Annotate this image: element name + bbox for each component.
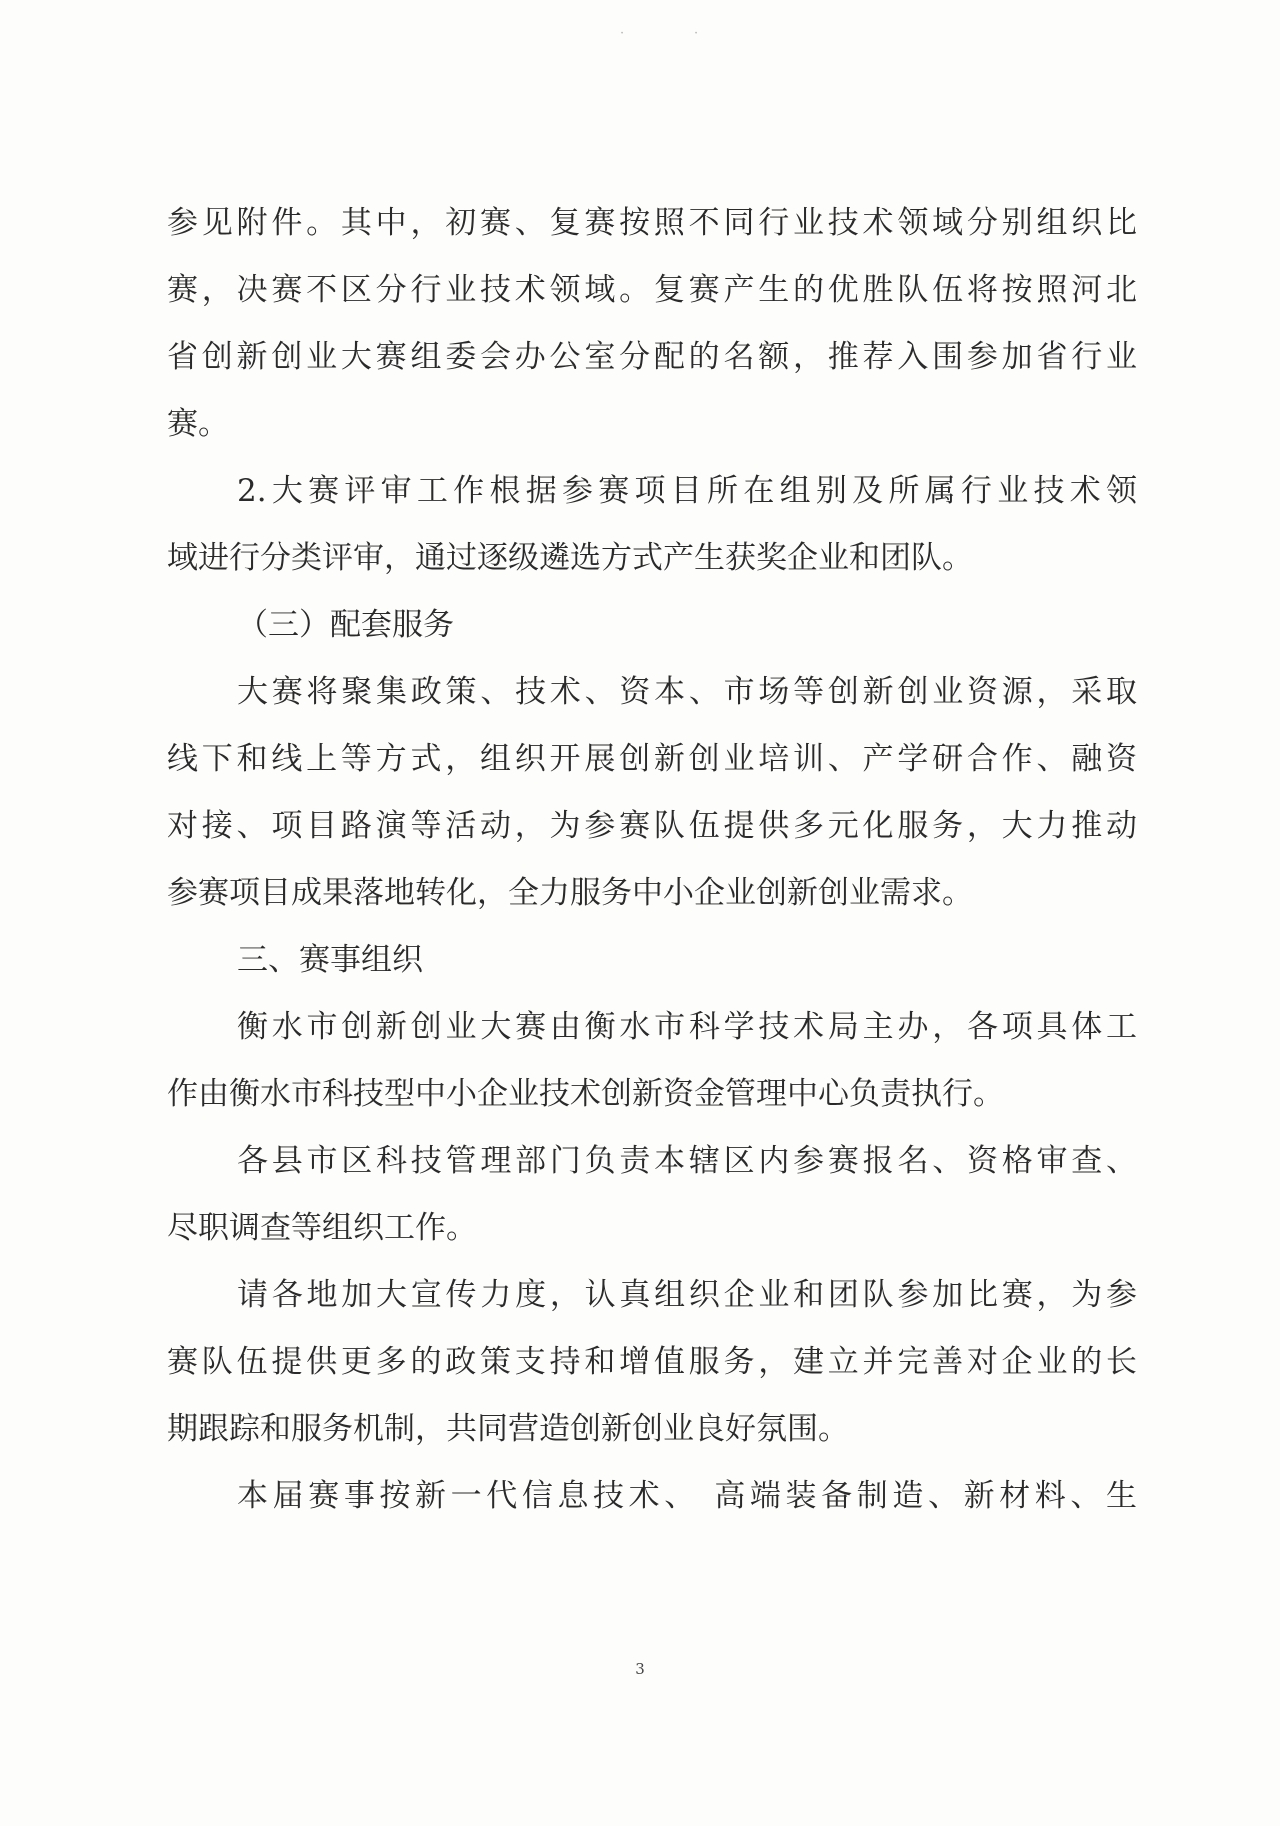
text-line: 线下和线上等方式，组织开展创新创业培训、产学研合作、融资 [167, 741, 1137, 777]
text-line: 作由衡水市科技型中小企业技术创新资金管理中心负责执行。 [167, 1076, 1004, 1112]
scan-artifact-icon: · [694, 26, 699, 41]
text-line: 尽职调查等组织工作。 [167, 1210, 477, 1246]
scan-artifact-icon: · [620, 26, 625, 41]
text-line: 域进行分类评审，通过逐级遴选方式产生获奖企业和团队。 [167, 540, 973, 576]
text-line: 参见附件。其中，初赛、复赛按照不同行业技术领域分别组织比 [167, 205, 1137, 241]
text-line: 期跟踪和服务机制，共同营造创新创业良好氛围。 [167, 1411, 849, 1447]
document-body [167, 190, 1137, 1530]
text-line: （三）配套服务 [237, 607, 454, 643]
text-line: 请各地加大宣传力度，认真组织企业和团队参加比赛，为参 [237, 1277, 1137, 1313]
text-line: 赛队伍提供更多的政策支持和增值服务，建立并完善对企业的长 [167, 1344, 1137, 1380]
text-line: 参赛项目成果落地转化，全力服务中小企业创新创业需求。 [167, 875, 973, 911]
text-line: 省创新创业大赛组委会办公室分配的名额，推荐入围参加省行业 [167, 339, 1137, 375]
text-line: 大赛将聚集政策、技术、资本、市场等创新创业资源，采取 [237, 674, 1137, 710]
text-line: 衡水市创新创业大赛由衡水市科学技术局主办，各项具体工 [237, 1009, 1137, 1045]
text-line: 赛。 [167, 406, 229, 442]
text-line: 对接、项目路演等活动，为参赛队伍提供多元化服务，大力推动 [167, 808, 1137, 844]
text-line: 三、赛事组织 [237, 942, 423, 978]
page-number: 3 [635, 1660, 645, 1678]
text-line: 赛，决赛不区分行业技术领域。复赛产生的优胜队伍将按照河北 [167, 272, 1137, 308]
text-line: 本届赛事按新一代信息技术、 高端装备制造、新材料、生 [237, 1478, 1137, 1514]
text-line: 各县市区科技管理部门负责本辖区内参赛报名、资格审查、 [237, 1143, 1137, 1179]
text-line: 2.大赛评审工作根据参赛项目所在组别及所属行业技术领 [237, 473, 1137, 509]
